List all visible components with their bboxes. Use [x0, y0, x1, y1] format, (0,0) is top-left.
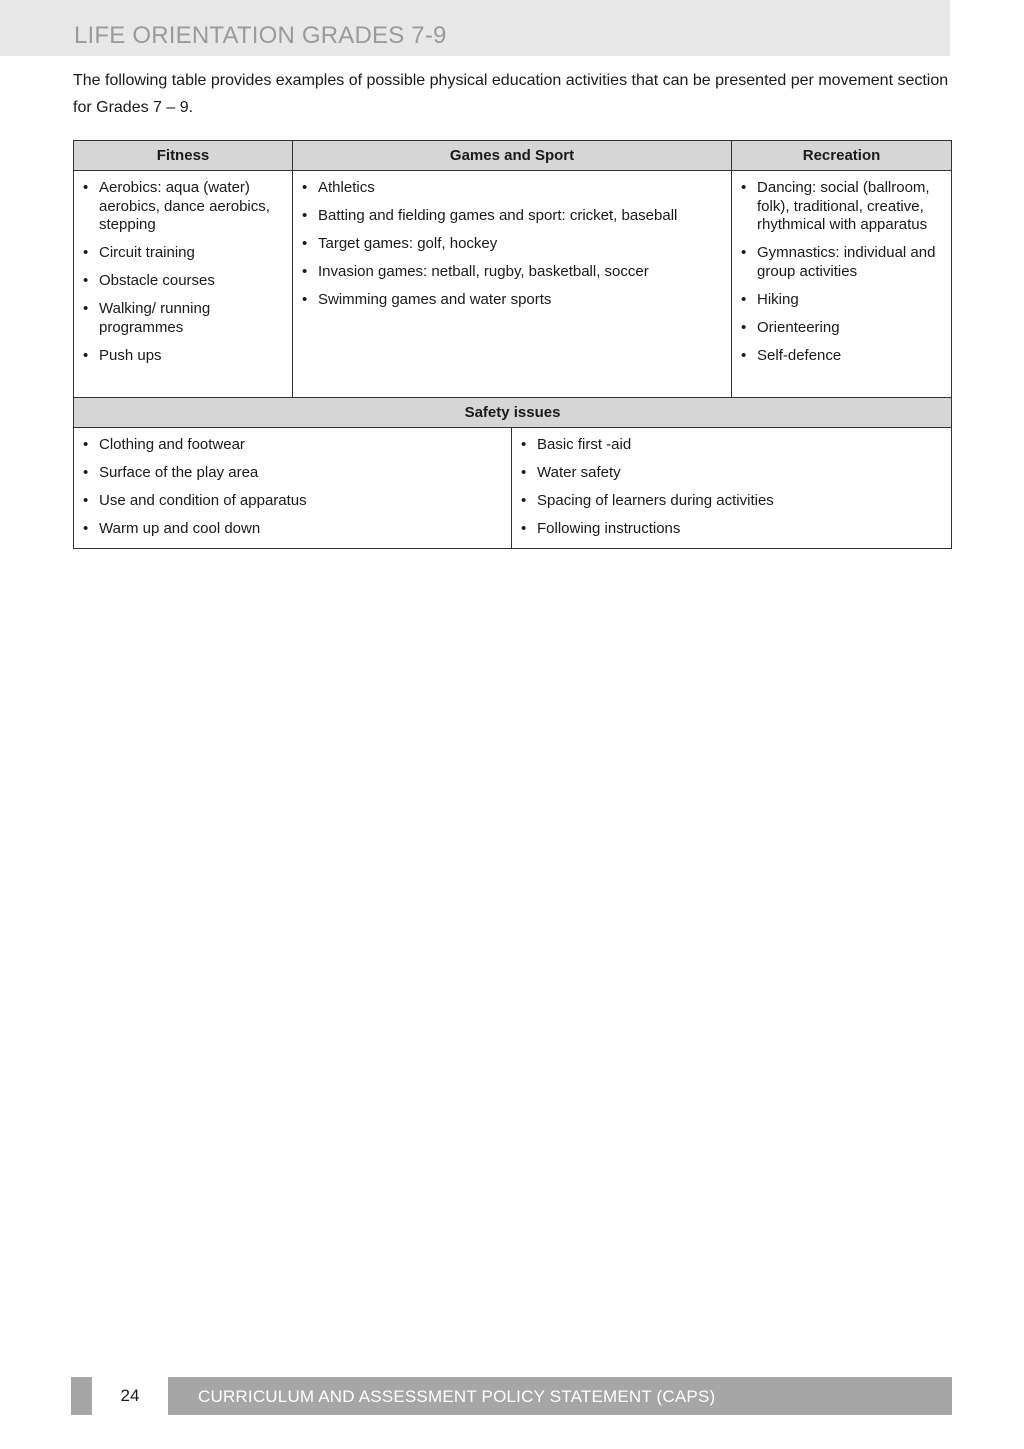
list-item: • Surface of the play area — [83, 464, 505, 483]
recreation-list — [732, 171, 951, 365]
activities-table — [73, 140, 951, 549]
list-item: • Following instructions — [521, 520, 945, 539]
list-item: • Swimming games and water sports — [302, 291, 725, 310]
list-item: • Circuit training — [83, 244, 286, 263]
games-list — [293, 171, 731, 310]
list-item: • Self-defence — [741, 347, 945, 366]
header-recreation: Recreation — [732, 141, 952, 171]
header-fitness: Fitness — [74, 141, 293, 171]
games-cell — [293, 171, 732, 398]
recreation-cell — [732, 171, 952, 398]
list-item: • Orienteering — [741, 319, 945, 338]
list-item: • Dancing: social (ballroom, folk), traditional, creative, rhythmical with apparatus — [741, 179, 945, 235]
list-item: • Obstacle courses — [83, 272, 286, 291]
list-item: • Basic first -aid — [521, 436, 945, 455]
list-item: • Clothing and footwear — [83, 436, 505, 455]
list-item: • Water safety — [521, 464, 945, 483]
page-number: 24 — [92, 1377, 168, 1415]
fitness-cell — [74, 171, 293, 398]
safety-right-cell — [512, 428, 952, 549]
list-item: • Push ups — [83, 347, 286, 366]
footer-text: CURRICULUM AND ASSESSMENT POLICY STATEMENT (CAPS) — [198, 1387, 716, 1406]
list-item: • Walking/ running programmes — [83, 300, 286, 337]
list-item: • Gymnastics: individual and group activities — [741, 244, 945, 281]
safety-right-list — [512, 428, 951, 539]
list-item: • Spacing of learners during activities — [521, 492, 945, 511]
fitness-list — [74, 171, 292, 365]
page-header-title: LIFE ORIENTATION GRADES 7-9 — [74, 22, 447, 49]
list-item: • Hiking — [741, 291, 945, 310]
list-item: • Aerobics: aqua (water) aerobics, dance aerobics, stepping — [83, 179, 286, 235]
list-item: • Invasion games: netball, rugby, basketball, soccer — [302, 263, 725, 282]
header-games-and-sport: Games and Sport — [293, 141, 732, 171]
safety-left-cell — [74, 428, 512, 549]
list-item: • Batting and fielding games and sport: cricket, baseball — [302, 207, 725, 226]
list-item: • Warm up and cool down — [83, 520, 505, 539]
safety-left-list — [74, 428, 511, 539]
list-item: • Target games: golf, hockey — [302, 235, 725, 254]
header-safety-issues: Safety issues — [74, 398, 952, 428]
intro-paragraph: The following table provides examples of possible physical education activities that can be presented per movement section for Grades 7 – 9. — [73, 72, 949, 116]
list-item: • Use and condition of apparatus — [83, 492, 505, 511]
list-item: • Athletics — [302, 179, 725, 198]
